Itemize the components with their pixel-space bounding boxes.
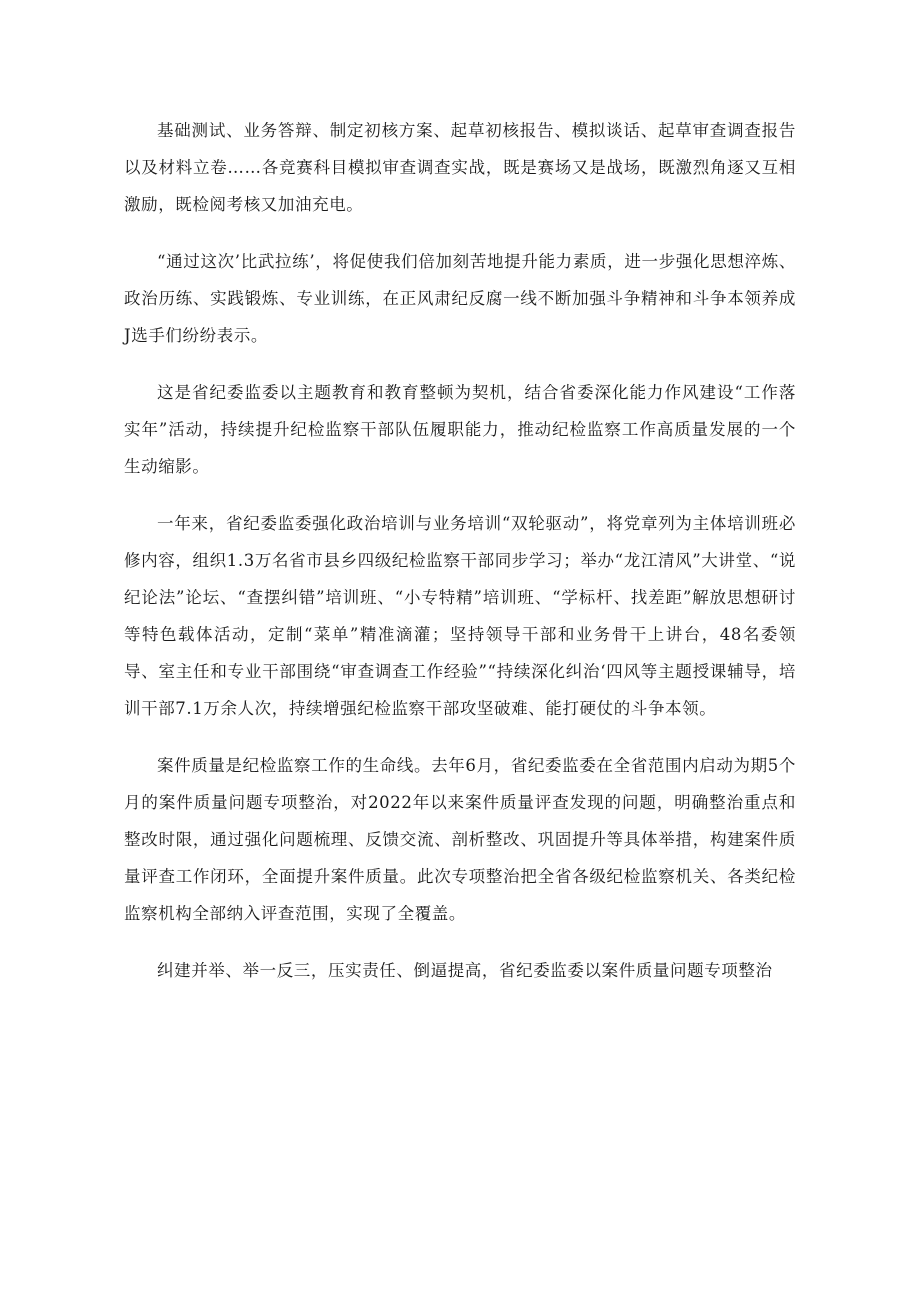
paragraph-6: 纠建并举、举一反三，压实责任、倒逼提高，省纪委监委以案件质量问题专项整治: [157, 961, 773, 980]
paragraph-1: 基础测试、业务答辩、制定初核方案、起草初核报告、模拟谈话、起草审查调查报告以及材料立卷……各竞赛科目模拟审查调查实战，既是赛场又是战场，既激烈角逐又互相激励，既检阅考核又加油充电。: [124, 121, 796, 214]
paragraph-5: 案件质量是纪检监察工作的生命线。去年6月，省纪委监委在全省范围内启动为期5个月的案件质量问题专项整治，对2022年以来案件质量评查发现的问题，明确整治重点和整改时限，通过强化问题梳理、反馈交流、剖析整改、巩固提升等具体举措，构建案件质量评查工作闭环，全面提升案件质量。此次专项整治把全省各级纪检监察机关、各类纪检监察机构全部纳入评查范围，实现了全覆盖。: [124, 756, 796, 923]
paragraph-3: 这是省纪委监委以主题教育和教育整顿为契机，结合省委深化能力作风建设“工作落实年”活动，持续提升纪检监察干部队伍履职能力，推动纪检监察工作高质量发展的一个生动缩影。: [124, 383, 796, 476]
paragraph-2: “通过这次’比武拉练’，将促使我们倍加刻苦地提升能力素质，进一步强化思想淬炼、政治历练、实践锻炼、专业训练，在正风肃纪反腐一线不断加强斗争精神和斗争本领养成J选手们纷纷表示。: [124, 252, 796, 345]
paragraph-4: 一年来，省纪委监委强化政治培训与业务培训“双轮驱动”，将党章列为主体培训班必修内容，组织1.3万名省市县乡四级纪检监察干部同步学习；举办“龙江清风”大讲堂、“说纪论法”论坛、“查摆纠错”培训班、“小专特精”培训班、“学标杆、找差距”解放思想研讨等特色载体活动，定制“菜单”精准滴灌；坚持领导干部和业务骨干上讲台，48名委领导、室主任和专业干部围绕“审查调查工作经验”“持续深化纠治‘四风等主题授课辅导，培训干部7.1万余人次，持续增强纪检监察干部攻坚破难、能打硬仗的斗争本领。: [124, 514, 796, 718]
